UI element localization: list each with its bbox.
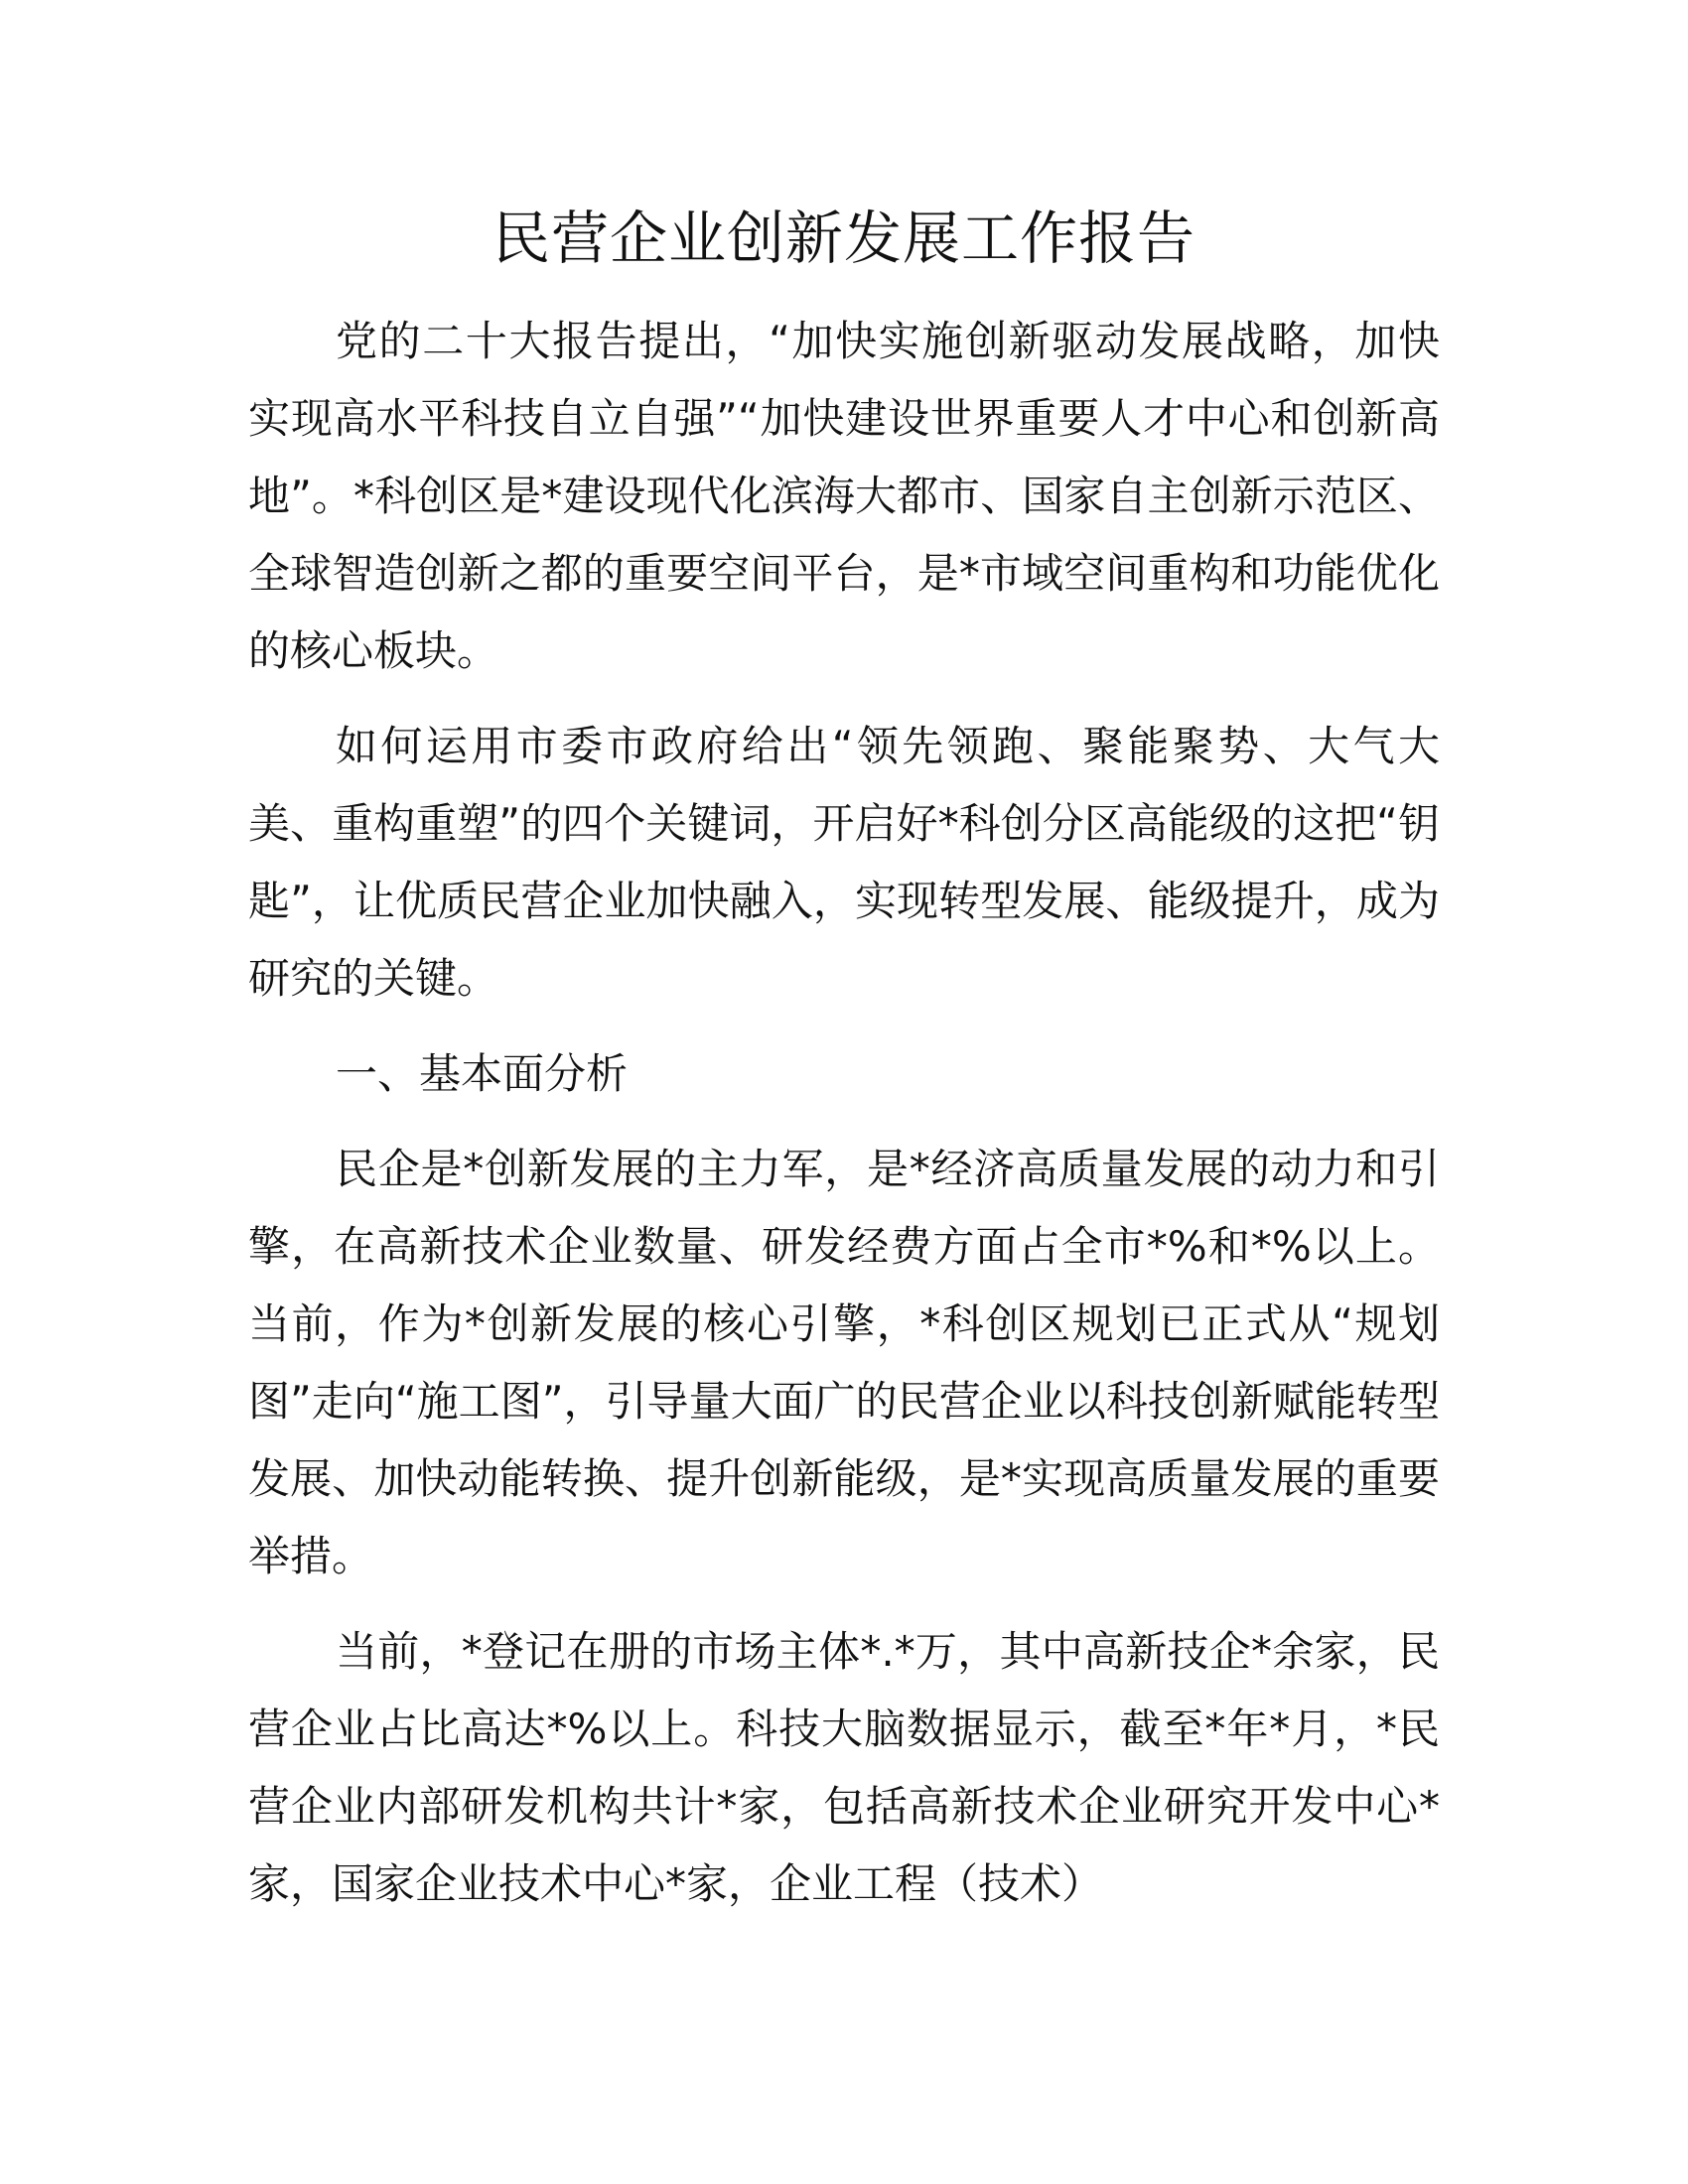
paragraph-intro: 党的二十大报告提出，“加快实施创新驱动发展战略，加快实现高水平科技自立自强”“加快建设世界重要人才中心和创新高地”。*科创区是*建设现代化滨海大都市、国家自主创新示范区、全球智造创新之都的重要空间平台，是*市域空间重构和功能优化的核心板块。 xyxy=(248,317,1440,675)
section-heading: 一、基本面分析 xyxy=(336,1049,629,1098)
paragraph-analysis: 民企是*创新发展的主力军，是*经济高质量发展的动力和引擎，在高新技术企业数量、研发经费方面占全市*%和*%以上。当前，作为*创新发展的核心引擎，*科创区规划已正式从“规划图”走向“施工图”，引导量大面广的民营企业以科技创新赋能转型发展、加快动能转换、提升创新能级，是*实现高质量发展的重要举措。 xyxy=(248,1145,1440,1580)
document-body xyxy=(248,303,1440,1923)
paragraph-statistics: 当前，*登记在册的市场主体*.*万，其中高新技企*余家，民营企业占比高达*%以上。科技大脑数据显示，截至*年*月，*民营企业内部研发机构共计*家，包括高新技术企业研究开发中心*家，国家企业技术中心*家，企业工程（技术） xyxy=(248,1627,1440,1908)
document-title: 民营企业创新发展工作报告 xyxy=(492,205,1196,272)
paragraph-keywords: 如何运用市委市政府给出“领先领跑、聚能聚势、大气大美、重构重塑”的四个关键词，开启好*科创分区高能级的这把“钥匙”，让优质民营企业加快融入，实现转型发展、能级提升，成为研究的关键。 xyxy=(248,722,1440,1003)
